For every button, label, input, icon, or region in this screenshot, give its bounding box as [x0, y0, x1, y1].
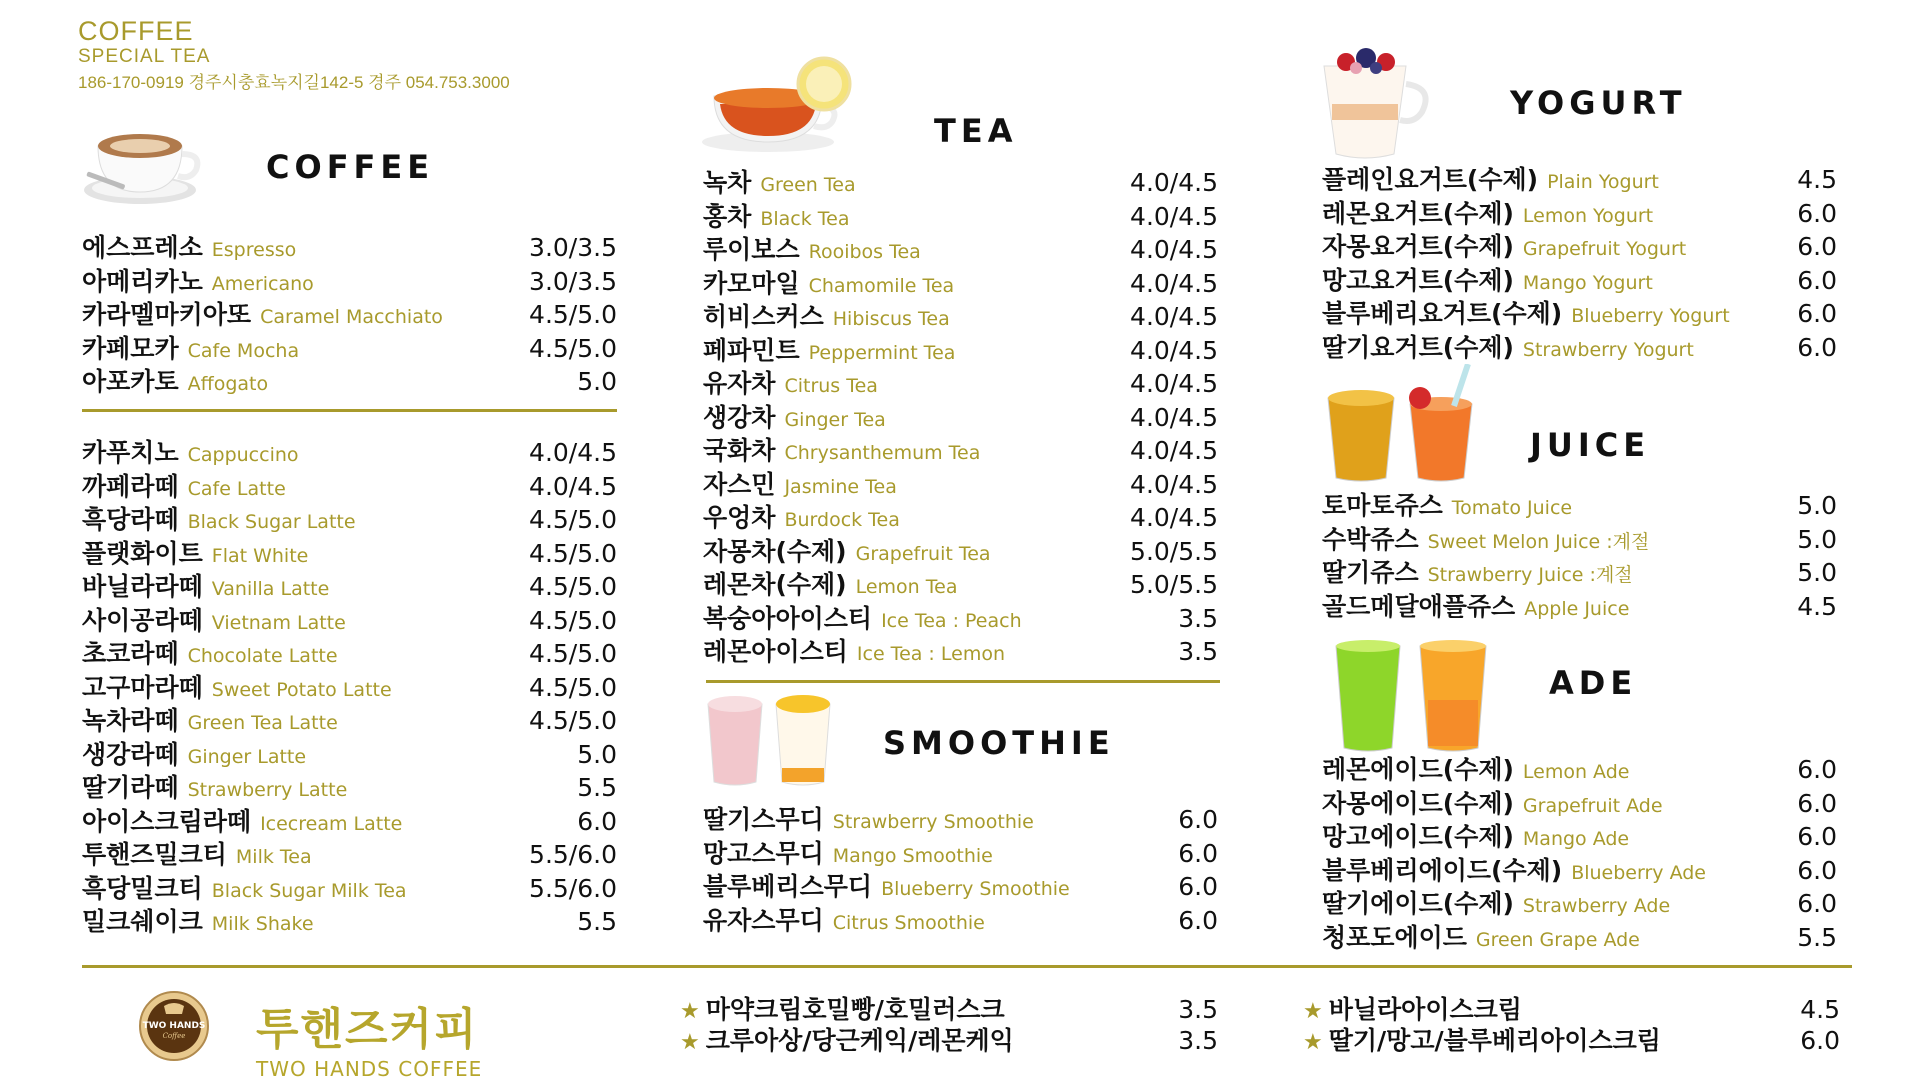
menu-item-name-en: Ice Tea : Peach: [881, 609, 1022, 632]
menu-item-price: 4.5/5.0: [529, 639, 617, 668]
menu-item-name-en: Grapefruit Yogurt: [1522, 238, 1687, 260]
menu-item-name-ko: 망고요거트(수제): [1322, 265, 1514, 295]
menu-item: [82, 701, 617, 735]
tea-cup-icon: [698, 56, 858, 156]
menu-item-price: 6.0: [1797, 265, 1837, 295]
special-item-label: 딸기/망고/블루베리아이스크림: [1328, 1026, 1661, 1055]
coffee-divider: [82, 409, 617, 412]
menu-item-price: 5.0: [1797, 524, 1837, 554]
menu-item-name-en: Black Sugar Latte: [187, 511, 356, 533]
menu-item-name-en: Blueberry Yogurt: [1571, 305, 1730, 327]
menu-item-name-en: Chrysanthemum Tea: [784, 442, 981, 464]
menu-item-price: 4.0/4.5: [1130, 436, 1218, 465]
menu-item-price: 4.5/5.0: [529, 605, 617, 635]
menu-item-price: 4.5/5.0: [529, 505, 617, 534]
menu-item-name-ko: 흑당밀크티: [82, 873, 203, 903]
menu-item-name-ko: 흑당라떼: [82, 505, 179, 534]
menu-item-name-ko: 자몽차(수제): [703, 536, 847, 566]
menu-item: [703, 632, 1218, 666]
menu-item-price: 4.0/4.5: [1130, 268, 1218, 298]
menu-item: [703, 264, 1218, 298]
menu-item-price: 4.5/5.0: [529, 538, 617, 568]
menu-item-name-en: Blueberry Smoothie: [881, 878, 1070, 900]
special-item-price: 4.5: [1800, 995, 1840, 1024]
special-item-price: 6.0: [1800, 1026, 1840, 1055]
menu-item: [1322, 750, 1837, 784]
menu-item-price: 4.0/4.5: [529, 471, 617, 501]
menu-item-name-en: Cappuccino: [187, 444, 299, 466]
menu-item: [82, 362, 617, 396]
menu-item-name-en: Apple Juice: [1524, 597, 1630, 620]
menu-item-price: 6.0: [577, 806, 617, 836]
juice-section-title: JUICE: [1530, 426, 1651, 464]
coffee-section-title: COFFEE: [266, 148, 435, 186]
menu-item-price: 4.0/4.5: [1130, 369, 1218, 398]
menu-item-name-ko: 딸기라떼: [82, 773, 179, 802]
special-item: [1303, 990, 1840, 1024]
menu-item-price: 5.0/5.5: [1130, 570, 1218, 599]
menu-item-name-ko: 자몽에이드(수제): [1322, 788, 1514, 818]
menu-item-name-ko: 국화차: [703, 436, 776, 465]
menu-item-name-ko: 루이보스: [703, 235, 800, 264]
menu-item-name-en: Strawberry Juice :계절: [1427, 564, 1633, 586]
menu-item-name-en: Chamomile Tea: [808, 274, 955, 297]
menu-item: [82, 534, 617, 568]
menu-item: [1322, 486, 1837, 520]
menu-item-name-en: Cafe Latte: [187, 477, 286, 500]
menu-item: [703, 364, 1218, 398]
yogurt-list: [1322, 160, 1837, 361]
menu-item-name-ko: 생강라떼: [82, 739, 179, 769]
menu-item: [703, 465, 1218, 499]
menu-item: [1322, 553, 1837, 587]
tea-divider: [706, 680, 1220, 683]
menu-item-price: 5.5/6.0: [529, 873, 617, 903]
menu-item-price: 3.0/3.5: [529, 266, 617, 296]
menu-item-price: 3.0/3.5: [529, 233, 617, 262]
special-item-label: 마약크림호밀빵/호밀러스크: [705, 995, 1005, 1024]
menu-item: [82, 500, 617, 534]
smoothie-section-title: SMOOTHIE: [883, 724, 1115, 762]
logo-text-2: Coffee: [162, 1032, 186, 1040]
menu-item-price: 4.0/4.5: [1130, 335, 1218, 365]
menu-item-name-ko: 생강차: [703, 402, 776, 432]
menu-item-name-en: Tomato Juice: [1451, 497, 1573, 519]
menu-item-name-ko: 카모마일: [703, 268, 800, 298]
menu-item: [82, 869, 617, 903]
yogurt-section-title: YOGURT: [1510, 84, 1687, 122]
menu-item: [1322, 918, 1837, 952]
menu-item: [82, 329, 617, 363]
menu-item-name-ko: 우엉차: [703, 503, 776, 532]
menu-item-name-en: Hibiscus Tea: [832, 308, 950, 330]
menu-item-name-ko: 사이공라떼: [82, 605, 203, 635]
menu-item-name-ko: 카라멜마키아또: [82, 300, 252, 329]
menu-item-name-ko: 자몽요거트(수제): [1322, 232, 1514, 261]
menu-item-name-ko: 아포카토: [82, 367, 179, 396]
menu-item: [703, 163, 1218, 197]
menu-item-name-ko: 딸기스무디: [703, 805, 824, 834]
menu-item-name-en: Americano: [211, 272, 314, 295]
menu-item-name-en: Ice Tea : Lemon: [856, 643, 1005, 665]
menu-item-name-ko: 플랫화이트: [82, 538, 203, 568]
menu-item-name-en: Grapefruit Tea: [855, 542, 991, 565]
menu-item-name-ko: 딸기에이드(수제): [1322, 889, 1514, 918]
menu-item-name-ko: 망고에이드(수제): [1322, 822, 1514, 851]
menu-item-name-en: Milk Shake: [211, 913, 314, 935]
menu-item-price: 6.0: [1797, 299, 1837, 328]
menu-item-price: 4.5/5.0: [529, 672, 617, 702]
brand-title: COFFEE: [78, 16, 194, 46]
menu-item-name-ko: 고구마라떼: [82, 672, 203, 702]
menu-item-name-en: Citrus Smoothie: [832, 911, 985, 934]
menu-item-price: 6.0: [1178, 872, 1218, 901]
juice-glasses-icon: [1322, 364, 1482, 484]
star-icon: ★: [680, 999, 700, 1024]
menu-item-name-ko: 홍차: [703, 201, 752, 231]
menu-item: [703, 230, 1218, 264]
logo-text-1: TWO HANDS: [142, 1021, 206, 1031]
menu-item-name-ko: 블루베리요거트(수제): [1322, 299, 1563, 328]
menu-item: [703, 867, 1218, 901]
menu-item-name-ko: 녹차: [703, 168, 752, 197]
menu-item-name-en: Icecream Latte: [260, 812, 403, 835]
coffee-cup-icon: [78, 118, 208, 210]
menu-item-price: 4.5/5.0: [529, 572, 617, 601]
menu-item-price: 4.5/5.0: [529, 706, 617, 735]
menu-item-price: 5.0/5.5: [1130, 536, 1218, 566]
menu-item-price: 6.0: [1797, 198, 1837, 228]
menu-item: [82, 735, 617, 769]
menu-item: [703, 901, 1218, 935]
menu-item-name-en: Vietnam Latte: [211, 611, 346, 634]
footer-brand: [256, 993, 482, 1081]
menu-item-name-ko: 망고스무디: [703, 838, 824, 868]
menu-item: [703, 565, 1218, 599]
menu-item-name-en: Vanilla Latte: [211, 578, 330, 600]
menu-item-price: 6.0: [1797, 332, 1837, 362]
menu-item: [82, 467, 617, 501]
menu-item-price: 6.0: [1797, 889, 1837, 918]
menu-item: [82, 601, 617, 635]
menu-item-price: 6.0: [1797, 788, 1837, 818]
menu-item-name-ko: 히비스커스: [703, 302, 824, 331]
menu-item-price: 6.0: [1797, 855, 1837, 885]
menu-item-price: 4.5: [1797, 591, 1837, 621]
special-item-label: 크루아상/당근케익/레몬케익: [705, 1026, 1014, 1055]
menu-item-name-ko: 레몬차(수제): [703, 570, 847, 599]
yogurt-parfait-icon: [1310, 44, 1440, 164]
menu-item-name-en: Ginger Latte: [187, 745, 307, 768]
specials-right: [1303, 990, 1840, 1055]
menu-item-name-ko: 딸기요거트(수제): [1322, 332, 1514, 362]
menu-item-price: 6.0: [1797, 232, 1837, 261]
menu-item-name-en: Mango Yogurt: [1522, 271, 1653, 294]
menu-item-name-ko: 유자스무디: [703, 905, 824, 935]
menu-item: [703, 800, 1218, 834]
menu-item: [703, 331, 1218, 365]
menu-item-name-ko: 레몬아이스티: [703, 637, 848, 666]
smoothie-glasses-icon: [702, 690, 852, 790]
menu-item-name-ko: 레몬에이드(수제): [1322, 755, 1514, 784]
menu-item: [1322, 227, 1837, 261]
menu-item-price: 4.0/4.5: [529, 438, 617, 467]
menu-item-name-ko: 카페모카: [82, 333, 179, 363]
menu-item: [1322, 160, 1837, 194]
menu-item-name-en: Plain Yogurt: [1547, 171, 1659, 193]
ade-section-title: ADE: [1549, 664, 1638, 702]
menu-item-name-en: Jasmine Tea: [784, 475, 897, 498]
menu-item-name-ko: 초코라떼: [82, 639, 179, 668]
tea-list: [703, 163, 1218, 666]
menu-item-name-ko: 블루베리스무디: [703, 872, 873, 901]
juice-list: [1322, 486, 1837, 620]
menu-item-name-en: Strawberry Smoothie: [832, 811, 1034, 833]
two-hands-logo-icon: [128, 990, 220, 1062]
menu-item-price: 6.0: [1797, 755, 1837, 784]
menu-item-name-en: Burdock Tea: [784, 509, 900, 531]
menu-item-name-en: Sweet Melon Juice :계절: [1427, 530, 1650, 553]
menu-item-price: 6.0: [1178, 838, 1218, 868]
menu-item: [703, 599, 1218, 633]
menu-item-price: 4.0/4.5: [1130, 201, 1218, 231]
menu-item-name-en: Affogato: [187, 373, 269, 395]
menu-item-name-en: Mango Ade: [1522, 828, 1630, 850]
star-icon: ★: [680, 1030, 700, 1055]
menu-item-price: 5.0: [577, 739, 617, 769]
contact-info: 186-170-0919 경주시충효녹지길142-5 경주 054.753.3000: [78, 73, 510, 92]
menu-item-name-en: Ginger Tea: [784, 408, 886, 431]
menu-item-price: 6.0: [1797, 822, 1837, 851]
menu-item-name-en: Cafe Mocha: [187, 339, 300, 362]
menu-item-name-en: Grapefruit Ade: [1522, 794, 1663, 817]
menu-item-name-en: Green Grape Ade: [1475, 928, 1640, 951]
special-item-price: 3.5: [1178, 995, 1218, 1024]
smoothie-list: [703, 800, 1218, 934]
menu-item-name-ko: 블루베리에이드(수제): [1322, 855, 1563, 885]
menu-item: [1322, 194, 1837, 228]
menu-item: [82, 668, 617, 702]
menu-item-name-ko: 레몬요거트(수제): [1322, 198, 1514, 228]
menu-item-name-ko: 투핸즈밀크티: [82, 840, 227, 869]
menu-item-name-ko: 아이스크림라떼: [82, 806, 252, 836]
menu-item-name-ko: 골드메달애플쥬스: [1322, 591, 1516, 621]
menu-item-name-ko: 복숭아아이스티: [703, 603, 873, 633]
menu-item-name-ko: 딸기쥬스: [1322, 558, 1419, 587]
menu-item-price: 5.0: [1797, 558, 1837, 587]
menu-item-name-ko: 밀크쉐이크: [82, 907, 203, 936]
menu-item-name-ko: 녹차라떼: [82, 706, 179, 735]
special-item-price: 3.5: [1178, 1026, 1218, 1055]
menu-item: [82, 634, 617, 668]
menu-item: [82, 295, 617, 329]
menu-item-price: 5.5: [577, 907, 617, 936]
star-icon: ★: [1303, 1030, 1323, 1055]
menu-item: [1322, 817, 1837, 851]
menu-item-price: 5.5: [577, 773, 617, 802]
menu-item-name-en: Caramel Macchiato: [260, 306, 443, 328]
menu-item-name-ko: 자스민: [703, 469, 776, 499]
menu-item: [703, 197, 1218, 231]
menu-item: [82, 433, 617, 467]
ade-glasses-icon: [1330, 640, 1502, 755]
menu-item-price: 4.0/4.5: [1130, 503, 1218, 532]
menu-item-name-ko: 페파민트: [703, 335, 800, 365]
menu-item-price: 3.5: [1178, 637, 1218, 666]
menu-item-name-ko: 아메리카노: [82, 266, 203, 296]
brand-subtitle: SPECIAL TEA: [78, 46, 211, 67]
menu-item: [82, 768, 617, 802]
star-icon: ★: [1303, 999, 1323, 1024]
menu-item-name-en: Lemon Yogurt: [1522, 204, 1654, 227]
footer-divider: [82, 965, 1852, 968]
menu-item-price: 5.0: [577, 367, 617, 396]
menu-item-name-ko: 바닐라라떼: [82, 572, 203, 601]
menu-item-price: 3.5: [1178, 603, 1218, 633]
menu-item: [82, 802, 617, 836]
menu-item: [703, 498, 1218, 532]
menu-item-price: 6.0: [1178, 905, 1218, 935]
menu-item-name-en: Milk Tea: [235, 846, 312, 868]
footer-name-en: TWO HANDS COFFEE: [256, 1057, 483, 1081]
specials-left: [680, 990, 1218, 1055]
menu-item-price: 5.0: [1797, 491, 1837, 520]
menu-item: [1322, 520, 1837, 554]
menu-item-name-en: Strawberry Latte: [187, 779, 348, 801]
menu-item: [82, 228, 617, 262]
menu-item-price: 6.0: [1178, 805, 1218, 834]
menu-item-name-en: Strawberry Yogurt: [1522, 338, 1694, 361]
header-brand: [78, 16, 510, 96]
menu-item: [703, 834, 1218, 868]
menu-item-name-en: Sweet Potato Latte: [211, 678, 392, 701]
menu-item-name-en: Citrus Tea: [784, 375, 878, 397]
special-item: [680, 990, 1218, 1024]
menu-item-name-ko: 까페라떼: [82, 471, 179, 501]
menu-item-name-ko: 카푸치노: [82, 438, 179, 467]
menu-item-name-en: Lemon Ade: [1522, 761, 1630, 783]
menu-item-price: 4.0/4.5: [1130, 402, 1218, 432]
menu-item-name-en: Espresso: [211, 239, 297, 261]
menu-item-price: 4.5: [1797, 165, 1837, 194]
menu-item-price: 4.0/4.5: [1130, 302, 1218, 331]
menu-item: [82, 567, 617, 601]
menu-item-name-en: Lemon Tea: [855, 576, 958, 598]
menu-item-name-ko: 플레인요거트(수제): [1322, 165, 1539, 194]
menu-item: [1322, 851, 1837, 885]
menu-item-price: 4.5/5.0: [529, 333, 617, 363]
menu-item-name-en: Green Tea Latte: [187, 712, 338, 734]
menu-item: [1322, 884, 1837, 918]
special-item: [1303, 1021, 1840, 1055]
menu-item-name-en: Blueberry Ade: [1571, 861, 1706, 884]
menu-item-name-en: Mango Smoothie: [832, 844, 993, 867]
menu-item: [82, 902, 617, 936]
menu-item: [82, 262, 617, 296]
menu-item-price: 4.5/5.0: [529, 300, 617, 329]
menu-item-name-en: Chocolate Latte: [187, 645, 338, 667]
menu-item: [703, 398, 1218, 432]
tea-section-title: TEA: [934, 112, 1018, 150]
menu-item: [703, 431, 1218, 465]
special-item-label: 바닐라아이스크림: [1328, 995, 1522, 1024]
menu-item-name-en: Flat White: [211, 544, 309, 567]
menu-item: [1322, 784, 1837, 818]
menu-item-name-en: Green Tea: [760, 174, 856, 196]
menu-item-price: 5.5/6.0: [529, 840, 617, 869]
menu-item: [703, 532, 1218, 566]
menu-item: [1322, 294, 1837, 328]
menu-item: [1322, 261, 1837, 295]
menu-item-name-en: Black Sugar Milk Tea: [211, 879, 407, 902]
menu-item: [703, 297, 1218, 331]
menu-item-name-ko: 에스프레소: [82, 233, 203, 262]
menu-item-name-ko: 토마토쥬스: [1322, 491, 1443, 520]
menu-item-name-en: Strawberry Ade: [1522, 895, 1671, 917]
footer-name-ko: 투핸즈커피: [256, 1004, 479, 1055]
menu-item-price: 4.0/4.5: [1130, 168, 1218, 197]
menu-item-name-ko: 수박쥬스: [1322, 524, 1419, 554]
menu-item-price: 4.0/4.5: [1130, 235, 1218, 264]
menu-item-name-en: Peppermint Tea: [808, 341, 956, 364]
menu-item-name-ko: 유자차: [703, 369, 776, 398]
menu-item-price: 4.0/4.5: [1130, 469, 1218, 499]
menu-item-name-en: Black Tea: [760, 207, 850, 230]
coffee-list-1: [82, 228, 617, 396]
menu-item-name-ko: 청포도에이드: [1322, 922, 1467, 952]
ade-list: [1322, 750, 1837, 951]
menu-item: [1322, 328, 1837, 362]
menu-item-price: 5.5: [1797, 922, 1837, 952]
special-item: [680, 1021, 1218, 1055]
menu-item: [82, 835, 617, 869]
coffee-list-2: [82, 433, 617, 936]
menu-item-name-en: Rooibos Tea: [808, 241, 921, 263]
menu-item: [1322, 587, 1837, 621]
